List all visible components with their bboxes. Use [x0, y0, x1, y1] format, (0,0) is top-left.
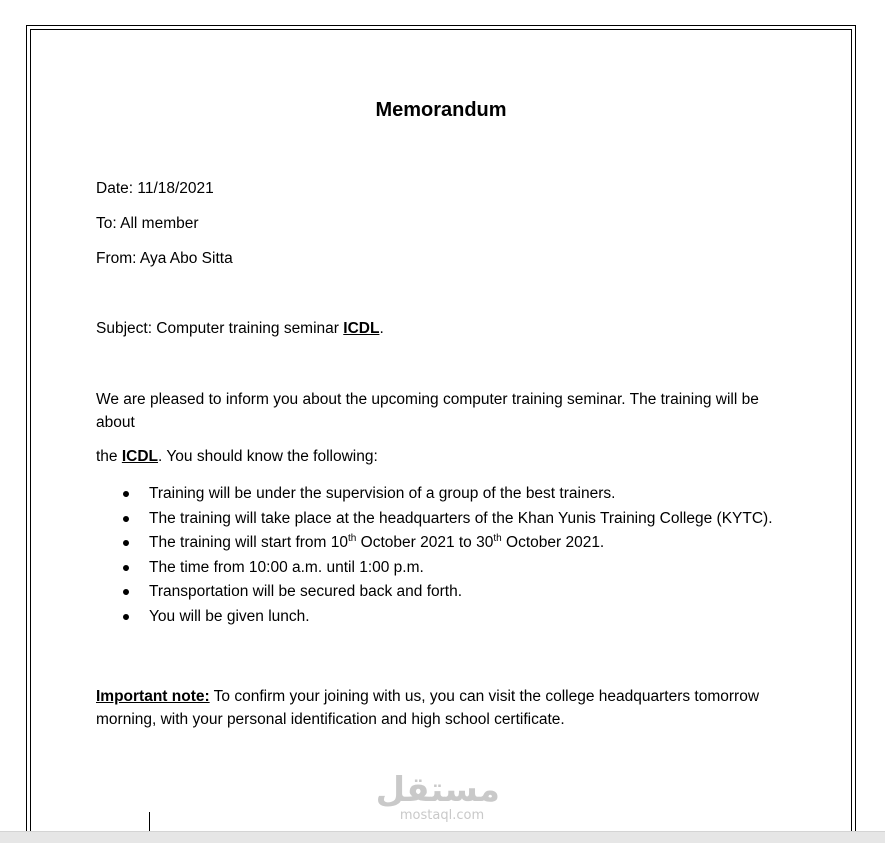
bullet-dot-icon — [123, 491, 129, 497]
list-item-text: The training will take place at the headquarters of the Khan Yunis Training College (KYTC). — [149, 509, 773, 527]
subject-line — [96, 318, 384, 340]
subject-suffix: . — [379, 320, 384, 337]
bottom-scroll-area — [0, 831, 885, 843]
ordinal-suffix: th — [348, 532, 357, 544]
bullet-list — [96, 482, 786, 629]
intro-line-2 — [96, 446, 378, 468]
list-item-text-part: October 2021 to 30 — [356, 534, 494, 551]
to-line: To: All member — [96, 215, 199, 232]
bullet-dot-icon — [123, 589, 129, 595]
important-note — [96, 685, 786, 731]
intro-paragraph: We are pleased to inform you about the upcoming computer training seminar. The training will be about — [96, 391, 759, 431]
list-item — [96, 580, 786, 603]
intro-2-prefix: the — [96, 448, 122, 465]
bullet-dot-icon — [123, 614, 129, 620]
bullet-dot-icon — [123, 565, 129, 571]
watermark-domain: mostaql.com — [399, 808, 485, 823]
subject-emphasis: ICDL — [343, 320, 380, 337]
from-line: From: Aya Abo Sitta — [96, 250, 233, 267]
subject-prefix: Subject: Computer training seminar — [96, 320, 344, 337]
text-cursor — [149, 812, 150, 832]
list-item-text: You will be given lunch. — [149, 607, 310, 625]
list-item — [96, 531, 786, 554]
bullet-dot-icon — [123, 516, 129, 522]
date-line: Date: 11/18/2021 — [96, 180, 214, 197]
intro-2-emphasis: ICDL — [121, 448, 159, 465]
list-item — [96, 556, 786, 579]
intro-2-suffix: . You should know the following: — [158, 448, 378, 465]
bullet-dot-icon — [123, 540, 129, 546]
list-item — [96, 482, 786, 505]
list-item-text: Training will be under the supervision of a group of the best trainers. — [149, 485, 616, 502]
watermark — [375, 770, 500, 824]
ordinal-suffix: th — [493, 532, 502, 544]
note-label: Important note: — [96, 688, 210, 705]
list-item-text-part: October 2021. — [501, 534, 605, 551]
list-item — [96, 605, 786, 628]
list-item — [96, 507, 786, 530]
list-item-text-part: The training will start from 10 — [149, 534, 348, 551]
memo-title: Memorandum — [375, 99, 507, 121]
list-item-text: The time from 10:00 a.m. until 1:00 p.m. — [149, 558, 424, 576]
note-text: To confirm your joining with us, you can visit the college headquarters tomorrow morning, with your personal identification and high school certificate. — [96, 688, 760, 728]
list-item-text: Transportation will be secured back and forth. — [149, 583, 463, 600]
watermark-logo: مستقل — [375, 770, 500, 810]
